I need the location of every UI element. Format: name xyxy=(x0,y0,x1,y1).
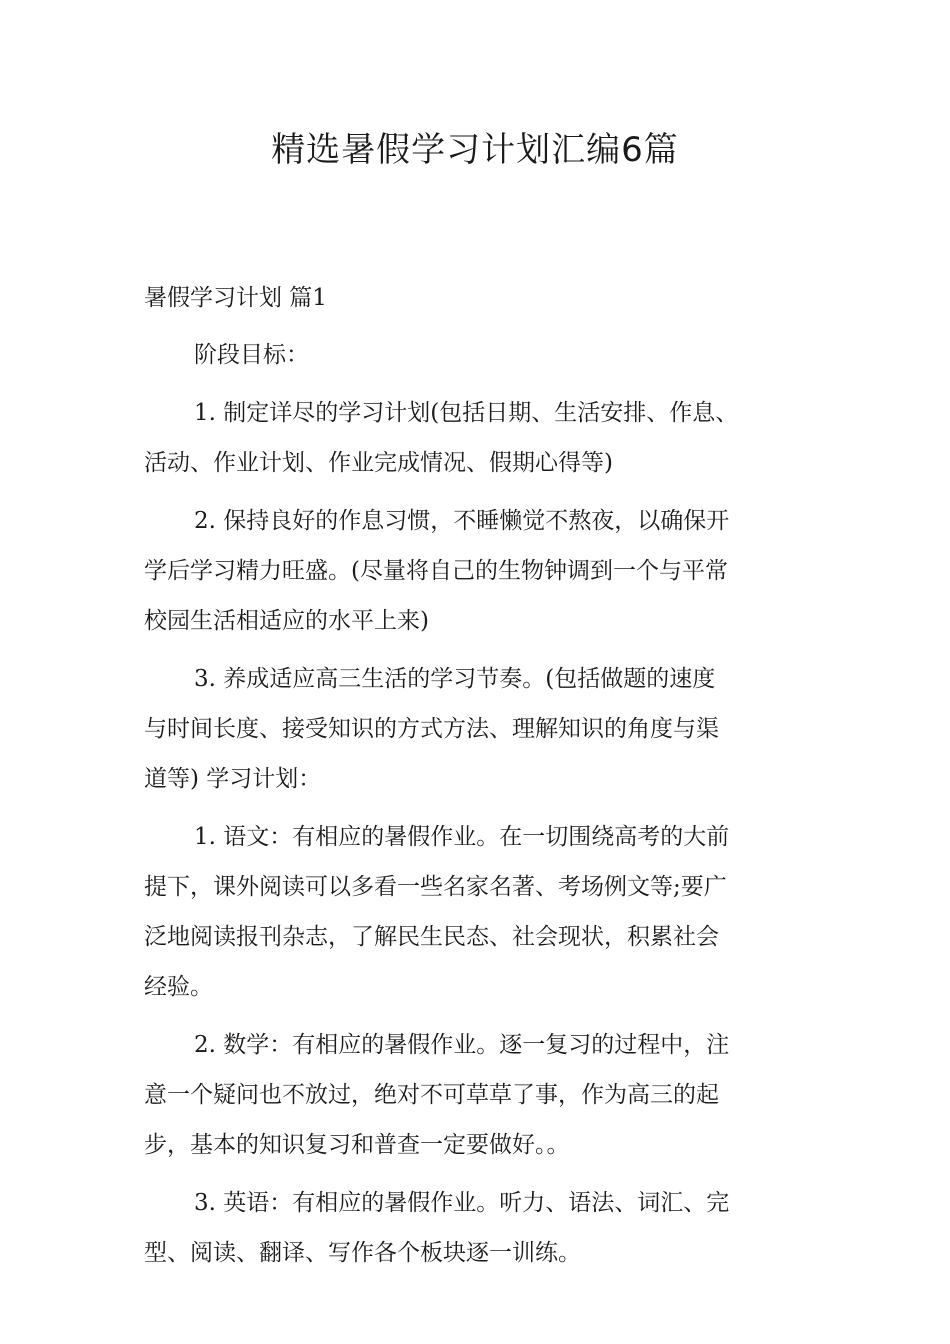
paragraph-stage-goals xyxy=(144,330,834,380)
paragraph-line: 校园生活相适应的水平上来) xyxy=(144,608,429,634)
paragraph-line: 1. 制定详尽的学习计划(包括日期、生活安排、作息、 xyxy=(194,400,739,426)
paragraph-plan-chinese xyxy=(144,812,834,1012)
paragraph-goal-3 xyxy=(144,654,834,804)
document-body xyxy=(144,330,834,1286)
paragraph-line: 意一个疑问也不放过，绝对不可草草了事，作为高三的起 xyxy=(144,1082,719,1108)
paragraph-line: 2. 保持良好的作息习惯，不睡懒觉不熬夜，以确保开 xyxy=(194,508,730,534)
paragraph-line: 1. 语文：有相应的暑假作业。在一切围绕高考的大前 xyxy=(194,824,730,850)
paragraph-line: 活动、作业计划、作业完成情况、假期心得等) xyxy=(144,450,613,476)
paragraph-line: 3. 英语：有相应的暑假作业。听力、语法、词汇、完 xyxy=(194,1190,730,1216)
paragraph-goal-1 xyxy=(144,388,834,488)
paragraph-line: 步，基本的知识复习和普查一定要做好。。 xyxy=(144,1132,570,1158)
paragraph-line: 2. 数学：有相应的暑假作业。逐一复习的过程中，注 xyxy=(194,1032,730,1058)
paragraph-line: 提下，课外阅读可以多看一些名家名著、考场例文等;要广 xyxy=(144,874,727,900)
paragraph-line: 学后学习精力旺盛。(尽量将自己的生物钟调到一个与平常 xyxy=(144,558,728,584)
paragraph-goal-2 xyxy=(144,496,834,646)
paragraph-line: 型、阅读、翻译、写作各个板块逐一训练。 xyxy=(144,1240,581,1266)
paragraph-line: 3. 养成适应高三生活的学习节奏。(包括做题的速度 xyxy=(194,666,716,692)
paragraph-line: 道等) 学习计划： xyxy=(144,766,322,792)
paragraph-line: 泛地阅读报刊杂志，了解民生民态、社会现状，积累社会 xyxy=(144,924,719,950)
paragraph-line: 与时间长度、接受知识的方式方法、理解知识的角度与渠 xyxy=(144,716,719,742)
paragraph-line: 阶段目标： xyxy=(194,342,309,368)
paragraph-plan-english xyxy=(144,1178,834,1278)
section-heading: 暑假学习计划 篇1 xyxy=(144,285,327,311)
paragraph-line: 经验。 xyxy=(144,974,213,1000)
paragraph-plan-math xyxy=(144,1020,834,1170)
document-title: 精选暑假学习计划汇编6篇 xyxy=(271,130,679,170)
